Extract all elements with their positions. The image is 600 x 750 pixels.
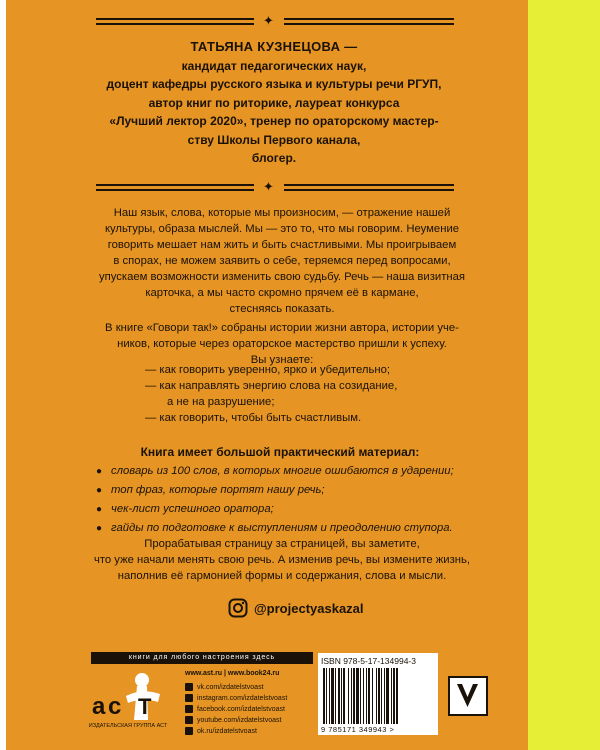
book-spine-edge <box>528 0 600 750</box>
barcode-bar <box>360 668 361 724</box>
publisher-name: ИЗДАТЕЛЬСКАЯ ГРУППА АСТ <box>88 723 168 729</box>
social-link[interactable]: vk.com/izdatelstvoast <box>185 683 264 691</box>
barcode-bar <box>376 668 377 724</box>
barcode-bar <box>384 668 385 724</box>
text-line: Наш язык, слова, которые мы произносим, — отражение нашей <box>113 207 451 219</box>
instagram-icon <box>228 598 248 618</box>
social-link[interactable]: ok.ru/izdatelstvoast <box>185 727 257 735</box>
barcode-bar <box>329 668 330 724</box>
barcode-bar <box>351 668 352 724</box>
text-line: Прорабатывая страницу за страницей, вы заметите, <box>144 538 420 550</box>
text-line: карточка, а мы часто скромно прячем её в кармане, <box>145 287 419 299</box>
author-name: ТАТЬЯНА КУЗНЕЦОВА — <box>190 39 358 54</box>
isbn-number: ISBN 978-5-17-134994-3 <box>321 656 416 666</box>
text-line: стесняясь показать. <box>229 303 335 315</box>
list-item: — как говорить, чтобы быть счастливым. <box>145 412 362 424</box>
list-item: ● чек-лист успешного оратора; <box>96 500 516 519</box>
list-item: ● словарь из 100 слов, в которых многие ошибаются в ударении; <box>96 462 516 481</box>
closing-paragraph <box>88 536 476 584</box>
barcode-bar <box>341 668 342 724</box>
material-list <box>96 462 516 538</box>
material-heading: Книга имеет большой практический материал: <box>140 445 420 459</box>
barcode <box>323 668 433 724</box>
text-line: говорить мешает нам жить и быть счастливыми. Мы проигрываем <box>107 239 457 251</box>
social-link[interactable]: facebook.com/izdatelstvoast <box>185 705 285 713</box>
barcode-bar <box>363 668 364 724</box>
barcode-bar <box>343 668 345 724</box>
bullet-icon: ● <box>96 466 103 477</box>
learn-list <box>145 362 405 426</box>
text-line: ников, которые через ораторское мастерство пришли к успеху. <box>117 338 447 350</box>
vk-icon <box>185 683 193 691</box>
barcode-bar <box>326 668 327 724</box>
barcode-bar <box>393 668 395 724</box>
barcode-bar <box>338 668 340 724</box>
social-link[interactable]: youtube.com/izdatelstvoast <box>185 716 281 724</box>
barcode-bar <box>386 668 389 724</box>
ast-logo <box>88 670 168 728</box>
bullet-icon: ● <box>96 485 103 496</box>
barcode-bar <box>356 668 359 724</box>
facebook-icon <box>185 705 193 713</box>
barcode-bar <box>368 668 370 724</box>
text-line: наполнив её гармонией формы и содержания, слова и мысли. <box>117 570 447 582</box>
list-item: ● гайды по подготовке к выступлениям и преодолению ступора. <box>96 519 516 538</box>
publisher-urls: www.ast.ru | www.book24.ru <box>185 670 280 677</box>
barcode-bar <box>396 668 398 724</box>
barcode-bar <box>335 668 336 724</box>
barcode-bar <box>348 668 349 724</box>
text-line: что уже начали менять свою речь. А изменив речь, вы измените жизнь, <box>93 554 471 566</box>
intro-paragraph <box>88 205 476 317</box>
bullet-icon: ● <box>96 504 103 515</box>
age-rating-icon <box>450 678 485 713</box>
svg-text:c: c <box>108 693 122 720</box>
text-line: культуры, образа мыслей. Мы — это то, что мы говорим. Неумение <box>104 223 460 235</box>
age-rating-badge <box>448 676 488 716</box>
list-item: — как говорить уверенно, ярко и убедительно; <box>145 364 390 376</box>
barcode-bar <box>366 668 367 724</box>
barcode-bar <box>372 668 373 724</box>
text-line: упускаем возможности изменить свою судьбу. Речь — наша визитная <box>98 271 466 283</box>
tagline-banner: книги для любого настроения здесь <box>91 652 313 664</box>
list-item: — как направлять энергию слова на созидание, <box>145 380 398 392</box>
barcode-bar <box>331 668 334 724</box>
decorative-star-icon: ✦ <box>263 13 274 28</box>
barcode-bar <box>391 668 392 724</box>
bullet-icon: ● <box>96 523 103 534</box>
barcode-bar <box>323 668 325 724</box>
youtube-icon <box>185 716 193 724</box>
barcode-bar <box>378 668 380 724</box>
bio-line: ству Школы Первого канала, <box>187 132 361 147</box>
barcode-bar <box>381 668 382 724</box>
text-line: в спорах, не можем заявить о себе, теряемся перед вопросами, <box>113 255 451 267</box>
bio-line: кандидат педагогических наук, <box>181 58 367 73</box>
barcode-digits: 9 785171 349943 > <box>321 725 395 734</box>
instagram-icon <box>185 694 193 702</box>
text-line: В книге «Говори так!» собраны истории жизни автора, истории уче- <box>105 322 459 334</box>
bio-line: «Лучший лектор 2020», тренер по ораторскому мастер- <box>109 114 439 128</box>
list-item: а не на разрушение; <box>167 396 275 408</box>
barcode-bar <box>353 668 355 724</box>
svg-text:T: T <box>138 694 152 719</box>
learn-title: Вы узнаете: <box>250 354 314 366</box>
stories-paragraph <box>88 320 476 368</box>
author-bio <box>96 38 452 168</box>
svg-text:a: a <box>92 693 106 720</box>
social-link[interactable]: instagram.com/izdatelstvoast <box>185 694 287 702</box>
bio-line: доцент кафедры русского языка и культуры речи РГУП, <box>106 77 442 91</box>
bio-line: блогер. <box>251 151 297 165</box>
odnoklassniki-icon <box>185 727 193 735</box>
list-item: ● топ фраз, которые портят нашу речь; <box>96 481 516 500</box>
decorative-star-icon: ✦ <box>263 179 274 194</box>
bio-line: автор книг по риторике, лауреат конкурса <box>148 95 400 110</box>
instagram-handle-text: @projectyaskazal <box>254 600 364 616</box>
instagram-handle <box>228 597 364 619</box>
